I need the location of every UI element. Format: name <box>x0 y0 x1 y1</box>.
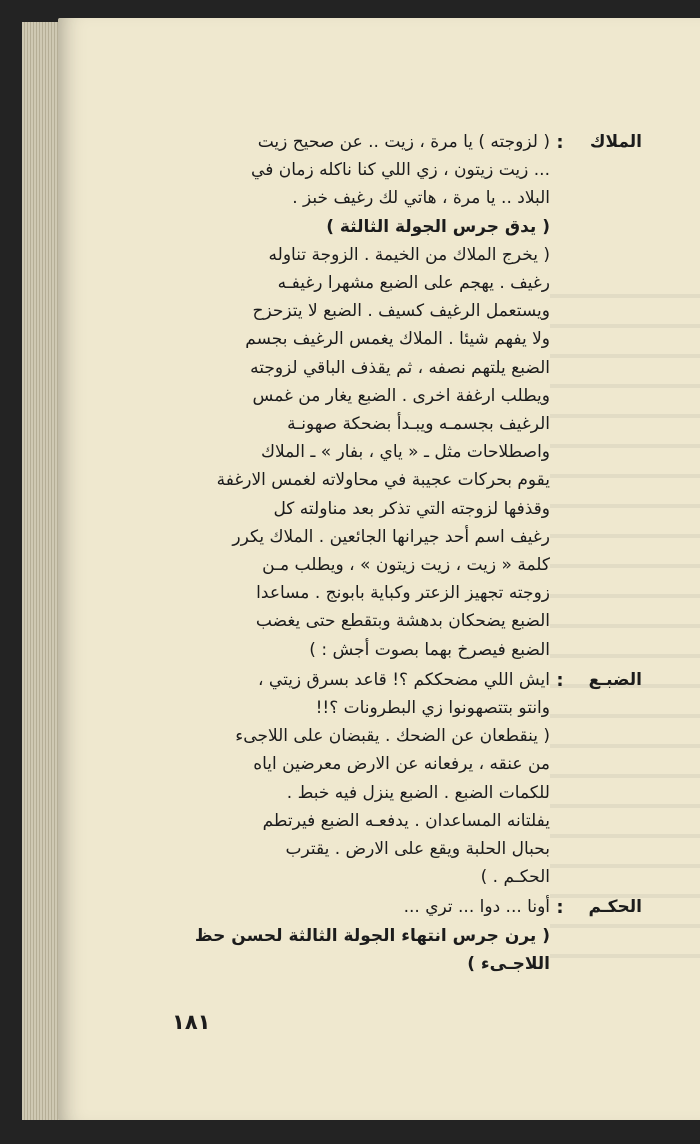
play-dialogue <box>102 128 642 978</box>
text-line: رغيف اسم أحد جيرانها الجائعين . الملاك يكرر <box>232 526 550 547</box>
text-line: كلمة « زيت ، زيت زيتون » ، ويطلب مـن <box>262 555 550 576</box>
dialogue-text <box>120 666 550 892</box>
text-line: زوجته تجهيز الزعتر وكباية بابونج . مساعدا <box>256 583 550 604</box>
speaker-name: الملاك <box>589 132 642 152</box>
text-line: ولا يفهم شيئا . الملاك يغمس الرغيف بجسم <box>245 329 550 350</box>
text-line: يقوم بحركات عجيبة في محاولاته لغمس الارغفة <box>216 470 550 491</box>
text-line: ( ينقطعان عن الضحك . يقبضان على اللاجىء <box>235 726 550 747</box>
dialogue-entry-malak <box>102 128 642 664</box>
dialogue-entry-dabe <box>102 666 642 892</box>
text-line: بحبال الحلبة ويقع على الارض . يقترب <box>285 839 550 860</box>
speaker-colon: : <box>556 897 564 919</box>
text-line: أونا ... دوا ... تري ... <box>403 897 550 918</box>
page-number: ١٨١ <box>172 1010 211 1034</box>
stage-direction-bold: ( يرن جرس انتهاء الجولة الثالثة لحسن حظ <box>194 925 550 946</box>
text-line: الرغيف بجسمـه ويبـدأ بضحكة صهونـة <box>287 414 550 435</box>
text-line: ويستعمل الرغيف كسيف . الضبع لا يتزحزح <box>252 301 550 322</box>
text-line: ويطلب ارغفة اخرى . الضبع يغار من غمس <box>252 385 550 406</box>
text-line: الحكـم . ) <box>480 867 550 888</box>
text-line: واصطلاحات مثل ـ « ياي ، بفار » ـ الملاك <box>261 442 550 463</box>
text-line: الضبع يلتهم نصفه ، ثم يقذف الباقي لزوجته <box>250 357 550 378</box>
text-line: الضبع يضحكان بدهشة وبتقطع حتى يغضب <box>255 611 550 632</box>
text-line: للكمات الضبع . الضبع ينزل فيه خبط . <box>286 782 550 803</box>
dialogue-text <box>120 893 550 978</box>
dialogue-text <box>120 128 550 664</box>
text-line: ( يخرج الملاك من الخيمة . الزوجة تناوله <box>268 244 550 265</box>
text-line: البلاد .. يا مرة ، هاتي لك رغيف خبز . <box>292 188 550 209</box>
speaker-name: الضبـع <box>588 669 642 690</box>
text-line: وقذفها لزوجته التي تذكر بعد مناولته كل <box>273 498 550 519</box>
speaker-name: الحكـم <box>588 897 642 918</box>
text-line: ... زيت زيتون ، زي اللي كنا ناكله زمان في <box>251 160 550 181</box>
dialogue-entry-hakam <box>102 893 642 978</box>
speaker-colon: : <box>556 669 564 691</box>
stage-direction-bold: اللاجـىء ) <box>467 953 550 974</box>
text-line: وانتو بتتصهونوا زي البطرونات ؟!! <box>315 698 550 719</box>
text-line: الضبع فيصرخ بهما بصوت أجش : ) <box>309 639 550 660</box>
text-line: رغيف . يهجم على الضبع مشهرا رغيفـه <box>277 273 550 294</box>
text-line: ايش اللي مضحككم ؟! قاعد بسرق زيتي ، <box>258 669 550 690</box>
text-line: من عنقه ، يرفعانه عن الارض معرضين اياه <box>253 754 550 775</box>
speaker-colon: : <box>556 132 564 153</box>
text-line: يفلتانه المساعدان . يدفعـه الضبع فيرتطم <box>262 810 550 831</box>
text-line: ( لزوجته ) يا مرة ، زيت .. عن صحيح زيت <box>257 132 550 152</box>
stage-direction-bold: ( يدق جرس الجولة الثالثة ) <box>326 216 550 237</box>
